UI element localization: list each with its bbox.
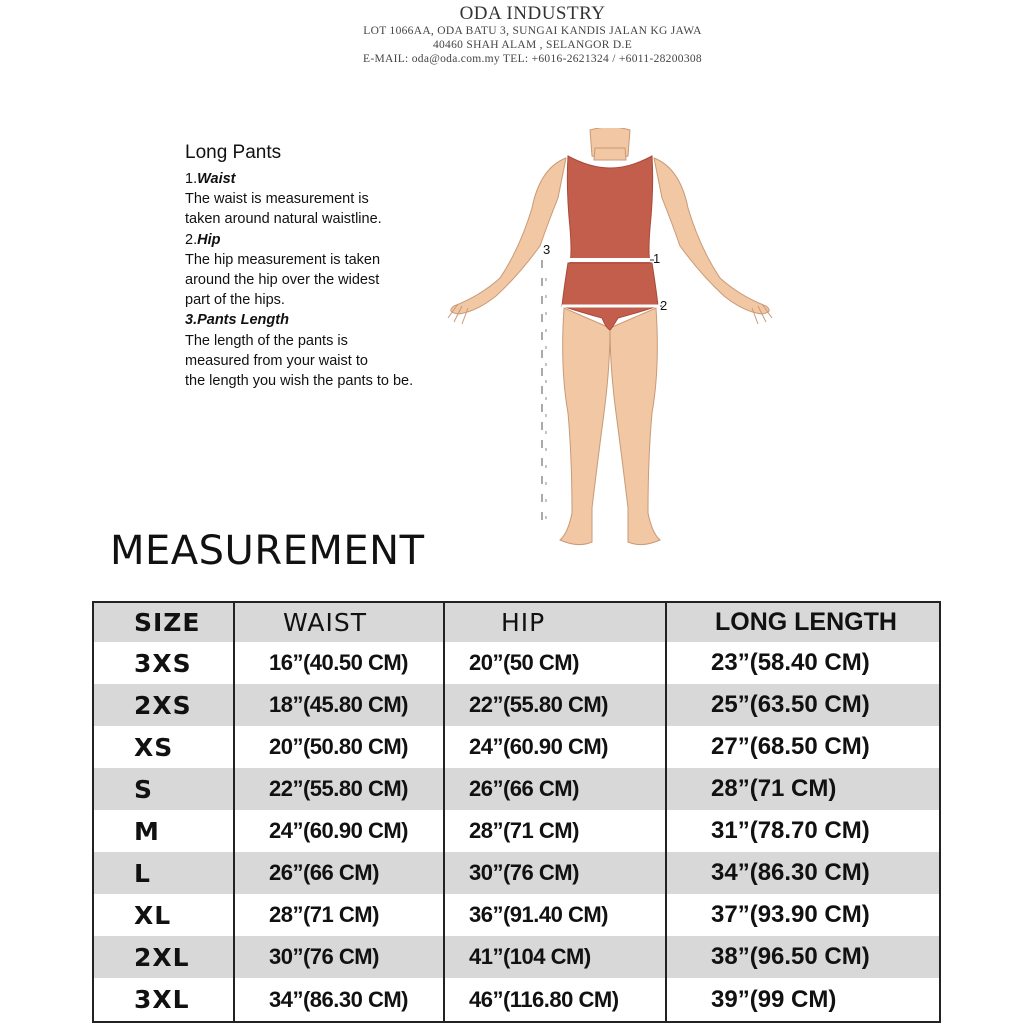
company-name: ODA INDUSTRY	[459, 3, 606, 24]
cell-waist: 22”(55.80 CM)	[234, 768, 444, 810]
measurement-guide	[185, 140, 475, 391]
table-row	[93, 810, 940, 852]
waist-desc-line2: taken around natural waistline.	[185, 211, 382, 228]
header-size: SIZE	[93, 602, 234, 642]
cell-waist: 30”(76 CM)	[234, 936, 444, 978]
cell-size: 3XL	[93, 978, 234, 1022]
marker-3: 3	[543, 242, 551, 257]
cell-hip: 36”(91.40 CM)	[444, 894, 666, 936]
cell-hip: 26”(66 CM)	[444, 768, 666, 810]
garment-bodysuit	[562, 156, 661, 330]
table-row	[93, 852, 940, 894]
hip-heading	[185, 230, 475, 250]
marker-2: 2	[660, 298, 668, 313]
cell-long-length: 34”(86.30 CM)	[666, 852, 940, 894]
table-row	[93, 894, 940, 936]
length-heading: 3.Pants Length	[185, 312, 289, 329]
cell-waist: 34”(86.30 CM)	[234, 978, 444, 1022]
table-row	[93, 642, 940, 684]
cell-hip: 22”(55.80 CM)	[444, 684, 666, 726]
cell-waist: 16”(40.50 CM)	[234, 642, 444, 684]
cell-hip: 30”(76 CM)	[444, 852, 666, 894]
header-long-length: LONG LENGTH	[666, 602, 940, 642]
guide-title: Long Pants	[185, 142, 282, 163]
cell-waist: 18”(45.80 CM)	[234, 684, 444, 726]
cell-size: M	[93, 810, 234, 852]
marker-1: 1	[653, 251, 661, 266]
header-waist: WAIST	[234, 602, 444, 642]
hip-desc-line3: part of the hips.	[185, 292, 285, 309]
hip-desc-line2: around the hip over the widest	[185, 272, 380, 289]
table-row	[93, 978, 940, 1022]
waist-number: 1.	[185, 171, 198, 187]
cell-long-length: 28”(71 CM)	[666, 768, 940, 810]
table-row	[93, 936, 940, 978]
table-row	[93, 726, 940, 768]
cell-long-length: 39”(99 CM)	[666, 978, 940, 1022]
cell-hip: 46”(116.80 CM)	[444, 978, 666, 1022]
cell-waist: 24”(60.90 CM)	[234, 810, 444, 852]
cell-long-length: 37”(93.90 CM)	[666, 894, 940, 936]
cell-hip: 20”(50 CM)	[444, 642, 666, 684]
cell-long-length: 27”(68.50 CM)	[666, 726, 940, 768]
cell-hip: 41”(104 CM)	[444, 936, 666, 978]
length-desc-line2: measured from your waist to	[185, 352, 368, 369]
cell-size: 2XL	[93, 936, 234, 978]
waist-heading	[185, 169, 475, 189]
company-contact: E-MAIL: oda@oda.com.my TEL: +6016-2621324 / +6011-28200308	[363, 53, 702, 65]
cell-size: S	[93, 768, 234, 810]
table-row	[93, 684, 940, 726]
cell-long-length: 25”(63.50 CM)	[666, 684, 940, 726]
header-hip: HIP	[444, 602, 666, 642]
company-header	[300, 4, 765, 66]
measurement-title: MEASUREMENT	[110, 528, 425, 574]
cell-waist: 26”(66 CM)	[234, 852, 444, 894]
cell-long-length: 23”(58.40 CM)	[666, 642, 940, 684]
cell-size: 2XS	[93, 684, 234, 726]
company-address-line1: LOT 1066AA, ODA BATU 3, SUNGAI KANDIS JALAN KG JAWA	[363, 25, 702, 37]
cell-waist: 20”(50.80 CM)	[234, 726, 444, 768]
cell-size: 3XS	[93, 642, 234, 684]
hip-number: 2.	[185, 231, 198, 248]
cell-waist: 28”(71 CM)	[234, 894, 444, 936]
cell-size: L	[93, 852, 234, 894]
length-desc-line3: the length you wish the pants to be.	[185, 373, 414, 390]
cell-long-length: 38”(96.50 CM)	[666, 936, 940, 978]
body-figure-illustration	[440, 128, 780, 553]
table-header-row	[93, 602, 940, 642]
table-row	[93, 768, 940, 810]
company-address-line2: 40460 SHAH ALAM , SELANGOR D.E	[432, 39, 633, 51]
cell-size: XL	[93, 894, 234, 936]
waist-label: Waist	[197, 171, 236, 187]
waist-desc-line1: The waist is measurement is	[185, 191, 369, 208]
hip-label: Hip	[197, 231, 221, 248]
size-chart-table	[92, 601, 941, 1023]
length-desc-line1: The length of the pants is	[185, 332, 348, 349]
hip-desc-line1: The hip measurement is taken	[185, 251, 381, 268]
cell-long-length: 31”(78.70 CM)	[666, 810, 940, 852]
cell-hip: 24”(60.90 CM)	[444, 726, 666, 768]
cell-hip: 28”(71 CM)	[444, 810, 666, 852]
cell-size: XS	[93, 726, 234, 768]
